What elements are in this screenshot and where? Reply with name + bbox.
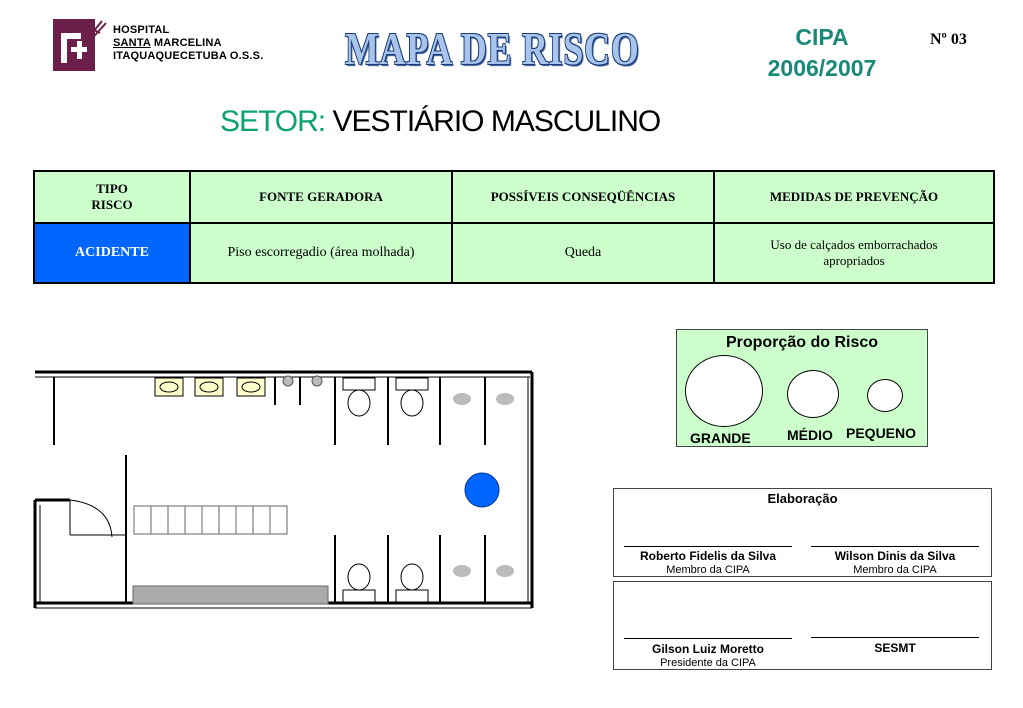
hospital-line3: ITAQUAQUECETUBA O.S.S. bbox=[113, 50, 264, 62]
cell-tipo: ACIDENTE bbox=[34, 223, 190, 283]
medium-circle-icon bbox=[787, 370, 839, 418]
signer-3-name: Gilson Luiz Moretto bbox=[652, 642, 764, 656]
toilets bbox=[343, 378, 428, 602]
signature-line bbox=[811, 637, 979, 638]
table-row bbox=[34, 223, 994, 283]
header-fonte: FONTE GERADORA bbox=[190, 171, 452, 223]
hospital-line1: HOSPITAL bbox=[113, 24, 170, 36]
signature-line bbox=[624, 638, 792, 639]
pen-mark-icon bbox=[80, 17, 108, 47]
signer-1-role: Membro da CIPA bbox=[666, 564, 750, 576]
page-title: MAPA DE RISCO bbox=[345, 23, 640, 74]
large-circle-icon bbox=[685, 355, 763, 427]
cipa-label bbox=[752, 22, 892, 84]
sinks bbox=[155, 378, 265, 396]
small-circle-icon bbox=[867, 379, 903, 412]
hospital-name bbox=[113, 24, 263, 63]
table-header-row bbox=[34, 171, 994, 223]
risk-marker-accident bbox=[465, 473, 499, 507]
signer-4-name: SESMT bbox=[874, 641, 916, 655]
hospital-line2-santa: SANTA bbox=[113, 37, 151, 49]
risk-proportion-legend bbox=[676, 329, 928, 447]
signature-line bbox=[811, 546, 979, 547]
header-tipo-risco bbox=[34, 171, 190, 223]
header-consequencias: POSSÍVEIS CONSEQÜÊNCIAS bbox=[452, 171, 714, 223]
large-label: GRANDE bbox=[690, 430, 751, 446]
signer-2-role: Membro da CIPA bbox=[853, 564, 937, 576]
proportion-title: Proporção do Risco bbox=[725, 334, 879, 351]
header-tipo: TIPO bbox=[96, 181, 128, 196]
header-risco: RISCO bbox=[91, 197, 133, 212]
signer-3-role: Presidente da CIPA bbox=[660, 657, 756, 669]
signer-2-name: Wilson Dinis da Silva bbox=[834, 549, 956, 563]
header-medidas: MEDIDAS DE PREVENÇÃO bbox=[714, 171, 994, 223]
floor-plan bbox=[30, 365, 540, 615]
signature-box-2 bbox=[613, 581, 992, 670]
bench bbox=[134, 506, 287, 534]
sector-label: SETOR: bbox=[220, 105, 326, 138]
cell-fonte: Piso escorregadio (área molhada) bbox=[190, 223, 452, 283]
risk-table bbox=[33, 170, 995, 284]
map-number: Nº 03 bbox=[930, 31, 967, 48]
sector-heading bbox=[220, 105, 660, 139]
signature-line bbox=[624, 546, 792, 547]
hospital-line2-rest: MARCELINA bbox=[150, 37, 222, 49]
small-label: PEQUENO bbox=[846, 425, 917, 441]
signer-1-name: Roberto Fidelis da Silva bbox=[639, 549, 777, 563]
sector-value: VESTIÁRIO MASCULINO bbox=[325, 105, 661, 138]
medium-label: MÉDIO bbox=[787, 427, 833, 443]
cell-consequencias: Queda bbox=[452, 223, 714, 283]
signatures-title: Elaboração bbox=[767, 491, 838, 506]
locker-row bbox=[133, 586, 328, 604]
cipa-title: CIPA bbox=[795, 24, 849, 50]
signature-box-1 bbox=[613, 488, 992, 577]
cipa-years: 2006/2007 bbox=[767, 55, 877, 81]
cell-medidas: Uso de calçados emborrachados apropriados bbox=[714, 223, 994, 283]
